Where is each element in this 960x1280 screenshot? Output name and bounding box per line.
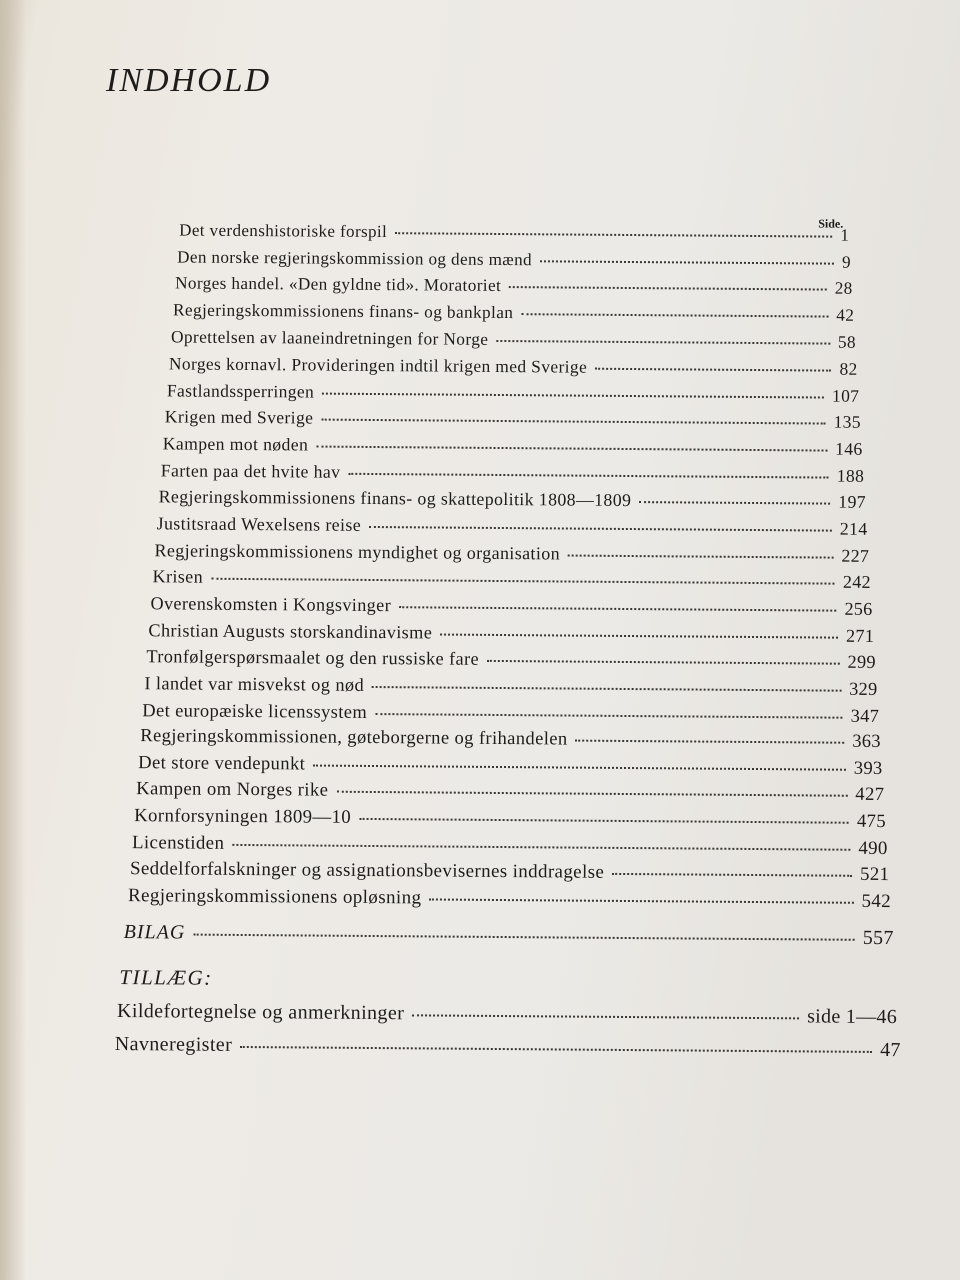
dot-leader: [612, 873, 852, 877]
toc-entry-label: Regjeringskommissionen, gøteborgerne og frihandelen: [140, 725, 568, 750]
toc-entry: [134, 805, 886, 833]
toc-entry-label: Christian Augusts storskandinavisme: [148, 619, 433, 643]
dot-leader: [321, 419, 825, 425]
toc-entry-tillaeg: [115, 1033, 901, 1061]
toc-entry-page: 42: [836, 305, 855, 325]
dot-leader: [540, 260, 834, 264]
toc-entry: [128, 885, 891, 913]
toc-entry-page: 227: [841, 545, 870, 566]
dot-leader: [487, 660, 840, 665]
toc-entry-label: Det store vendepunkt: [138, 751, 306, 775]
dot-leader: [440, 633, 838, 638]
toc-entry-page: 475: [856, 810, 887, 833]
dot-leader: [429, 898, 853, 903]
toc-entry-page: 347: [850, 705, 880, 726]
toc-entry: [169, 353, 858, 380]
toc-entry-page: 28: [834, 278, 853, 299]
toc-entry-label: Oprettelsen av laaneindretningen for Norge: [170, 326, 489, 349]
dot-leader: [509, 286, 827, 290]
toc-entry: [173, 299, 854, 326]
toc-entry: [146, 645, 876, 673]
toc-entry: [161, 459, 865, 487]
toc-entry: [167, 379, 859, 406]
toc-entry: [152, 566, 871, 594]
page-column-label: Side.: [818, 216, 844, 231]
toc-entry: [163, 432, 863, 459]
toc-entry-label: Krigen med Sverige: [164, 406, 314, 428]
toc-entry: [132, 832, 888, 860]
toc-entry-bilag: [124, 921, 894, 949]
toc-entry-page: 58: [837, 332, 856, 352]
toc-entry: [138, 752, 883, 780]
toc-entry: [142, 699, 879, 727]
toc-entry-label: Licenstiden: [131, 831, 225, 854]
toc-entry-label: Den norske regjeringskommission og dens mænd: [177, 247, 533, 269]
dot-leader: [348, 473, 828, 479]
toc-entry: [136, 779, 884, 807]
toc-entry-label: Kornforsyningen 1809—10: [134, 805, 352, 828]
dot-leader: [232, 844, 850, 851]
toc-entry: [144, 672, 877, 700]
dot-leader: [359, 818, 849, 824]
toc-entry-label: Det europæiske licenssystem: [142, 699, 368, 722]
toc-entry: [179, 219, 849, 246]
toc-entry: [155, 539, 870, 567]
dot-leader: [576, 740, 845, 744]
toc-entry-page: 197: [838, 492, 866, 513]
toc-entry-page: 107: [832, 385, 860, 406]
toc-entry-label: Regjeringskommissionens myndighet og organisation: [154, 539, 561, 564]
dot-leader: [193, 934, 854, 941]
dot-leader: [568, 554, 833, 558]
toc-entry: [150, 592, 872, 620]
toc-entry: [157, 512, 868, 540]
toc-entry-page: 329: [849, 678, 878, 699]
toc-entry: [165, 406, 861, 433]
toc-entry-page: 1: [840, 225, 850, 245]
dot-leader: [240, 1046, 872, 1053]
toc-entry: [175, 273, 853, 300]
toc-entry-tillaeg: [117, 1000, 897, 1028]
toc-entry-page: 242: [842, 572, 871, 593]
toc-entry-label: Kildefortegnelse og anmerkninger: [116, 1000, 405, 1025]
toc-entry: [130, 858, 889, 886]
toc-entry: [148, 619, 874, 647]
dot-leader: [595, 368, 831, 372]
toc-entry: [177, 246, 851, 273]
dot-leader: [375, 713, 843, 719]
dot-leader: [521, 313, 828, 317]
toc-entry-page: 490: [858, 837, 888, 859]
toc-entry-label: Norges kornavl. Provideringen indtil krigen med Sverige: [168, 353, 588, 377]
toc-entry-label: Regjeringskommissionens finans- og bankplan: [172, 300, 514, 323]
toc-entry-label: Krisen: [152, 566, 204, 587]
dot-leader: [372, 686, 841, 692]
tillaeg-heading: TILLÆG:: [119, 965, 213, 990]
toc-entry-page: 363: [852, 730, 881, 753]
toc-entry-page: 271: [845, 625, 875, 646]
toc-entry-label: Justitsraad Wexelsens reise: [156, 513, 362, 535]
dot-leader: [399, 606, 836, 611]
dot-leader: [395, 232, 832, 237]
dot-leader: [313, 764, 846, 770]
dot-leader: [496, 340, 830, 345]
toc-entry: [140, 725, 881, 753]
dot-leader: [336, 791, 847, 797]
toc-entry-page: 393: [853, 757, 883, 779]
toc-entry-page: 82: [839, 358, 858, 379]
toc-entry-label: Kampen mot nøden: [162, 433, 309, 455]
toc-entry-page: side 1—46: [807, 1005, 898, 1029]
toc-entry-page: 542: [861, 890, 892, 913]
toc-entry-page: 146: [835, 438, 863, 459]
toc-entry-page: 47: [880, 1038, 901, 1062]
toc-entry-page: 521: [859, 864, 890, 886]
toc-entry-page: 256: [844, 598, 873, 619]
dot-leader: [316, 446, 827, 452]
dot-leader: [412, 1014, 799, 1019]
toc-entry-page: 557: [862, 926, 894, 950]
toc-entry-label: Farten paa det hvite hav: [160, 460, 341, 482]
toc-entry-label: Regjeringskommissionens finans- og skattepolitik 1808—1809: [158, 486, 632, 511]
toc-entry-label: Norges handel. «Den gyldne tid». Moratoriet: [175, 273, 502, 296]
toc-entry-label: Det verdenshistoriske forspil: [179, 220, 388, 242]
toc-entry-page: 214: [839, 518, 868, 539]
toc-entry: [171, 326, 856, 353]
toc-entry-label: Kampen om Norges rike: [136, 778, 329, 802]
dot-leader: [639, 501, 830, 504]
toc-entry-page: 427: [855, 784, 885, 806]
toc-entry-label: I landet var misvekst og nød: [144, 673, 365, 695]
page-title: INDHOLD: [106, 62, 272, 99]
dot-leader: [211, 578, 835, 585]
toc-entry-label: BILAG: [123, 921, 186, 944]
dot-leader: [369, 526, 832, 532]
dot-leader: [322, 392, 824, 398]
toc-entry-label: Seddelforfalskninger og assignationsbevisernes inddragelse: [129, 858, 605, 884]
toc-entry-label: Regjeringskommissionens opløsning: [127, 885, 422, 909]
toc-entry-page: 135: [833, 412, 861, 433]
toc-entry-label: Navneregister: [114, 1032, 233, 1056]
toc-entry-label: Tronfølgerspørsmaalet og den russiske fare: [146, 646, 480, 670]
toc-entry-label: Fastlandssperringen: [166, 380, 315, 402]
toc-entry-page: 299: [847, 651, 876, 673]
toc-entry-label: Overenskomsten i Kongsvinger: [150, 593, 392, 616]
toc-entry-page: 188: [836, 465, 865, 486]
toc-entry-page: 9: [841, 252, 851, 272]
toc-entry: [159, 486, 866, 514]
